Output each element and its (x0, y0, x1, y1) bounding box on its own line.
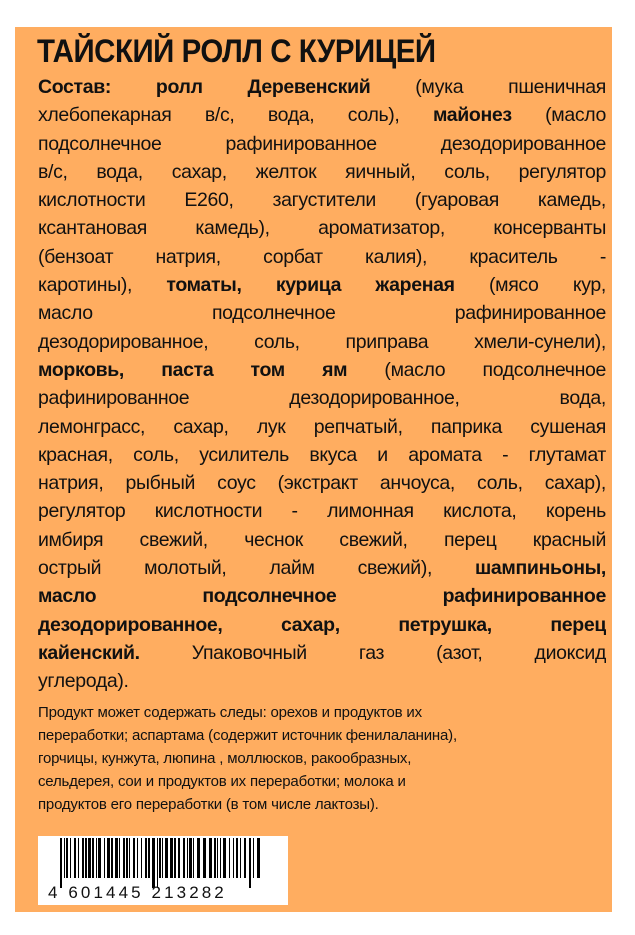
composition-line (38, 413, 606, 441)
ingredient-text: (бензоат натрия, сорбат калия), краситель - (38, 245, 606, 268)
composition-line (38, 243, 606, 271)
allergen-line: сельдерея, сои и продуктов их переработки; молока и (38, 773, 406, 790)
ingredient-text: лемонграсс, сахар, лук репчатый, паприка сушеная (38, 415, 606, 438)
composition-line (38, 271, 606, 299)
composition-line (38, 639, 606, 667)
ingredient-text: натрия, рыбный соус (экстракт анчоуса, соль, сахар), (38, 472, 606, 495)
ingredient-bold: шампиньоны, (475, 557, 606, 580)
composition-line (38, 384, 606, 412)
ingredient-text: регулятор кислотности - лимонная кислота, корень (38, 500, 606, 523)
ingredient-text: хлебопекарная в/с, вода, соль), (38, 104, 433, 127)
barcode-bar (220, 838, 221, 878)
ingredient-bold: Состав: ролл Деревенский (38, 76, 371, 98)
composition-line (38, 101, 606, 129)
ingredient-text: ксантановая камедь), ароматизатор, консерванты (38, 217, 606, 240)
composition-text (38, 73, 606, 696)
barcode-bar (214, 838, 216, 878)
barcode-bar (236, 838, 238, 878)
barcode-bar (244, 838, 246, 878)
ingredient-text: (мука пшеничная (370, 76, 606, 98)
barcode-bar (233, 838, 234, 878)
ingredient-bold: томаты, курица жареная (166, 274, 455, 297)
barcode-bar (249, 838, 251, 888)
barcode-bar (60, 838, 62, 888)
composition-line (38, 299, 606, 327)
barcode-bar (107, 838, 110, 878)
barcode-bar (223, 838, 226, 878)
ingredient-text: (масло (511, 104, 606, 127)
ingredient-text: Упаковочный газ (азот, диоксид (139, 641, 606, 664)
barcode-bar (170, 838, 173, 878)
barcode-bar (162, 838, 163, 878)
composition-line (38, 526, 606, 554)
barcode-number: 4 601445 213282 (48, 883, 227, 902)
barcode-bar (78, 838, 79, 878)
barcode-bar (217, 838, 218, 878)
ingredient-text: рафинированное дезодорированное, вода, (38, 387, 606, 410)
barcode-bar (74, 838, 76, 878)
composition-line (38, 497, 606, 525)
barcode-bar (119, 838, 120, 878)
ingredient-bold: дезодорированное, сахар, петрушка, перец (38, 613, 606, 636)
allergen-line: горчицы, кунжута, люпина , моллюсков, ракообразных, (38, 750, 412, 767)
barcode-bar (189, 838, 192, 878)
barcode-bar (137, 838, 138, 878)
barcode-bar (141, 838, 142, 878)
ingredient-text: каротины), (38, 274, 167, 297)
composition-line (38, 611, 606, 639)
ingredient-text: углерода). (38, 670, 129, 693)
barcode-bar (209, 838, 212, 878)
barcode-bar (183, 838, 185, 878)
barcode-bar (148, 838, 150, 878)
barcode-bar (115, 838, 118, 878)
composition-line (38, 667, 606, 695)
ingredient-text: (мясо кур, (454, 274, 606, 297)
barcode-bar (64, 838, 65, 878)
composition-line (38, 186, 606, 214)
ingredient-text: (масло подсолнечное (347, 358, 606, 381)
ingredient-text: кислотности Е260, загустители (гуаровая камедь, (38, 189, 606, 212)
allergen-line: переработки; аспартама (содержит источник фенилаланина), (38, 727, 457, 744)
barcode-bars (60, 838, 266, 888)
barcode-bar (157, 838, 158, 888)
composition-line (38, 328, 606, 356)
barcode-bar (174, 838, 176, 878)
product-title: ТАЙСКИЙ РОЛЛ С КУРИЦЕЙ (37, 33, 436, 69)
barcode-bar (240, 838, 241, 878)
ingredient-text: красная, соль, усилитель вкуса и аромата - глутамат (38, 443, 606, 466)
composition-line (38, 130, 606, 158)
ingredient-bold: морковь, паста том ям (38, 358, 348, 381)
composition-line (38, 73, 606, 101)
composition-line (38, 356, 606, 384)
barcode-bar (165, 838, 168, 878)
barcode-bar (187, 838, 188, 878)
barcode-bar (98, 838, 101, 878)
barcode-bar (82, 838, 84, 878)
ingredient-bold: масло подсолнечное рафинированное (38, 585, 606, 608)
barcode-bar (203, 838, 206, 878)
barcode-bar (152, 838, 155, 888)
ingredient-text: подсолнечное рафинированное дезодорированное (38, 132, 606, 155)
barcode-bar (96, 838, 97, 878)
composition-line (38, 214, 606, 242)
barcode-bar (229, 838, 230, 878)
barcode-bar (104, 838, 105, 878)
barcode-bar (253, 838, 254, 878)
ingredient-bold: майонез (432, 104, 512, 127)
barcode-bar (193, 838, 194, 878)
allergen-line: Продукт может содержать следы: орехов и продуктов их (38, 704, 422, 721)
barcode-bar (197, 838, 200, 878)
product-label (15, 27, 612, 912)
ingredient-bold: кайенский. (38, 641, 140, 664)
barcode-bar (129, 838, 130, 878)
ingredient-text: дезодорированное, соль, приправа хмели-сунели), (38, 330, 606, 353)
allergen-warning (38, 701, 457, 816)
composition-line (38, 158, 606, 186)
barcode-bar (88, 838, 91, 878)
composition-line (38, 469, 606, 497)
barcode-bar (111, 838, 113, 878)
composition-line (38, 554, 606, 582)
barcode-bar (126, 838, 128, 878)
barcode-bar (159, 838, 161, 878)
barcode-bar (85, 838, 87, 878)
barcode-bar (178, 838, 180, 878)
ingredient-text: в/с, вода, сахар, желток яичный, соль, регулятор (38, 160, 606, 183)
barcode-bar (70, 838, 71, 878)
barcode-bar (123, 838, 125, 878)
barcode-bar (133, 838, 135, 878)
ingredient-text: острый молотый, лайм свежий), (38, 557, 476, 580)
ingredient-text: имбиря свежий, чеснок свежий, перец красный (38, 528, 606, 551)
composition-line (38, 582, 606, 610)
ingredient-text: масло подсолнечное рафинированное (38, 302, 606, 325)
barcode (38, 836, 288, 905)
composition-line (38, 441, 606, 469)
barcode-bar (92, 838, 94, 878)
barcode-bar (66, 838, 68, 878)
allergen-line: продуктов его переработки (в том числе лактозы). (38, 796, 379, 813)
barcode-bar (145, 838, 147, 878)
barcode-bar (257, 838, 260, 878)
